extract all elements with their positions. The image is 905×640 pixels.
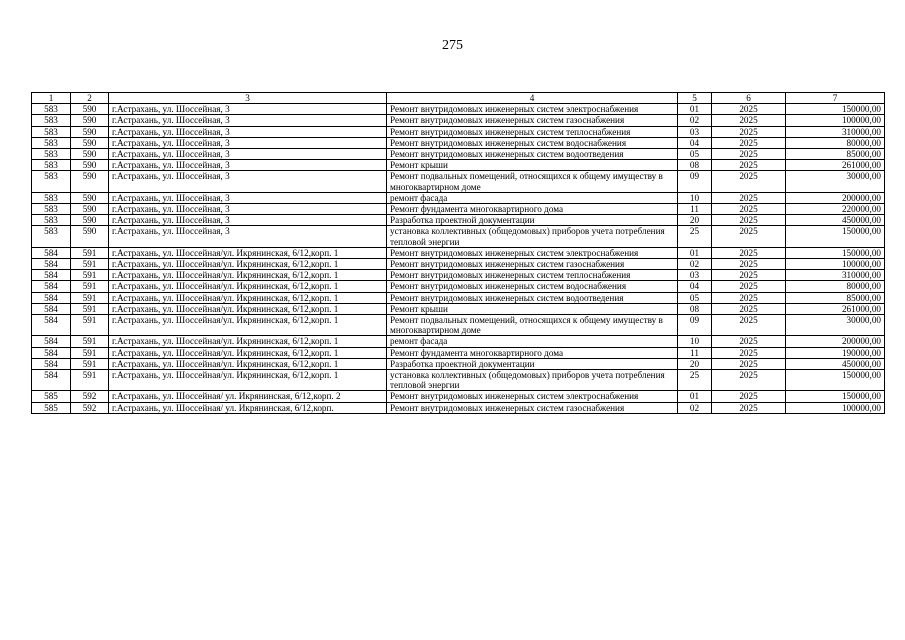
work-type-cell: установка коллективных (общедомовых) приборов учета потребления тепловой энергии xyxy=(387,370,678,391)
year-cell: 2025 xyxy=(712,226,786,247)
year-cell: 2025 xyxy=(712,336,786,347)
row-number-cell: 583 xyxy=(32,226,71,247)
work-type-cell: Ремонт подвальных помещений, относящихся к общему имуществу в многоквартирном доме xyxy=(387,171,678,192)
cost-cell: 261000,00 xyxy=(786,160,885,171)
house-number-cell: 591 xyxy=(71,247,109,258)
column-header: 5 xyxy=(678,93,712,104)
table-row xyxy=(32,347,885,358)
column-header: 6 xyxy=(712,93,786,104)
table-body xyxy=(32,104,885,414)
cost-cell: 200000,00 xyxy=(786,336,885,347)
work-code-cell: 08 xyxy=(678,160,712,171)
address-cell: г.Астрахань, ул. Шоссейная/ул. Икрянинская, 6/12,корп. 1 xyxy=(109,247,387,258)
year-cell: 2025 xyxy=(712,171,786,192)
cost-cell: 85000,00 xyxy=(786,292,885,303)
work-schedule-table xyxy=(31,92,885,414)
row-number-cell: 583 xyxy=(32,137,71,148)
row-number-cell: 583 xyxy=(32,204,71,215)
row-number-cell: 583 xyxy=(32,192,71,203)
work-code-cell: 11 xyxy=(678,347,712,358)
house-number-cell: 590 xyxy=(71,160,109,171)
work-type-cell: Ремонт внутридомовых инженерных систем электроснабжения xyxy=(387,391,678,402)
table-row xyxy=(32,270,885,281)
year-cell: 2025 xyxy=(712,259,786,270)
row-number-cell: 584 xyxy=(32,370,71,391)
table-row xyxy=(32,137,885,148)
address-cell: г.Астрахань, ул. Шоссейная/ул. Икрянинская, 6/12,корп. 1 xyxy=(109,370,387,391)
year-cell: 2025 xyxy=(712,192,786,203)
row-number-cell: 584 xyxy=(32,315,71,336)
row-number-cell: 583 xyxy=(32,160,71,171)
house-number-cell: 590 xyxy=(71,215,109,226)
house-number-cell: 592 xyxy=(71,391,109,402)
year-cell: 2025 xyxy=(712,292,786,303)
work-code-cell: 02 xyxy=(678,115,712,126)
cost-cell: 190000,00 xyxy=(786,347,885,358)
address-cell: г.Астрахань, ул. Шоссейная/ ул. Икрянинская, 6/12,корп. 2 xyxy=(109,391,387,402)
cost-cell: 80000,00 xyxy=(786,281,885,292)
address-cell: г.Астрахань, ул. Шоссейная/ул. Икрянинская, 6/12,корп. 1 xyxy=(109,347,387,358)
cost-cell: 100000,00 xyxy=(786,259,885,270)
cost-cell: 80000,00 xyxy=(786,137,885,148)
year-cell: 2025 xyxy=(712,115,786,126)
table-row xyxy=(32,104,885,115)
cost-cell: 220000,00 xyxy=(786,204,885,215)
work-type-cell: Ремонт внутридомовых инженерных систем водоснабжения xyxy=(387,281,678,292)
house-number-cell: 590 xyxy=(71,115,109,126)
work-type-cell: Ремонт крыши xyxy=(387,160,678,171)
address-cell: г.Астрахань, ул. Шоссейная, 3 xyxy=(109,171,387,192)
address-cell: г.Астрахань, ул. Шоссейная, 3 xyxy=(109,149,387,160)
house-number-cell: 590 xyxy=(71,149,109,160)
table-row xyxy=(32,247,885,258)
table-row xyxy=(32,226,885,247)
address-cell: г.Астрахань, ул. Шоссейная/ ул. Икрянинская, 6/12,корп. xyxy=(109,402,387,413)
work-code-cell: 01 xyxy=(678,247,712,258)
address-cell: г.Астрахань, ул. Шоссейная/ул. Икрянинская, 6/12,корп. 1 xyxy=(109,292,387,303)
work-type-cell: Ремонт внутридомовых инженерных систем водоотведения xyxy=(387,149,678,160)
house-number-cell: 590 xyxy=(71,126,109,137)
cost-cell: 150000,00 xyxy=(786,247,885,258)
work-type-cell: ремонт фасада xyxy=(387,336,678,347)
work-code-cell: 01 xyxy=(678,391,712,402)
address-cell: г.Астрахань, ул. Шоссейная, 3 xyxy=(109,215,387,226)
row-number-cell: 584 xyxy=(32,303,71,314)
work-code-cell: 08 xyxy=(678,303,712,314)
year-cell: 2025 xyxy=(712,270,786,281)
address-cell: г.Астрахань, ул. Шоссейная/ул. Икрянинская, 6/12,корп. 1 xyxy=(109,259,387,270)
work-code-cell: 04 xyxy=(678,137,712,148)
column-number-row xyxy=(32,93,885,104)
house-number-cell: 592 xyxy=(71,402,109,413)
year-cell: 2025 xyxy=(712,370,786,391)
work-code-cell: 01 xyxy=(678,104,712,115)
row-number-cell: 584 xyxy=(32,281,71,292)
table-row xyxy=(32,402,885,413)
table-row xyxy=(32,391,885,402)
work-type-cell: Ремонт внутридомовых инженерных систем электроснабжения xyxy=(387,247,678,258)
address-cell: г.Астрахань, ул. Шоссейная, 3 xyxy=(109,160,387,171)
work-code-cell: 25 xyxy=(678,226,712,247)
house-number-cell: 590 xyxy=(71,226,109,247)
row-number-cell: 583 xyxy=(32,126,71,137)
table-row xyxy=(32,370,885,391)
work-type-cell: Ремонт внутридомовых инженерных систем электроснабжения xyxy=(387,104,678,115)
work-code-cell: 02 xyxy=(678,259,712,270)
table-row xyxy=(32,292,885,303)
table-row xyxy=(32,215,885,226)
cost-cell: 30000,00 xyxy=(786,315,885,336)
cost-cell: 310000,00 xyxy=(786,126,885,137)
work-code-cell: 05 xyxy=(678,149,712,160)
work-code-cell: 04 xyxy=(678,281,712,292)
page-number: 275 xyxy=(442,38,463,53)
work-code-cell: 11 xyxy=(678,204,712,215)
cost-cell: 100000,00 xyxy=(786,402,885,413)
house-number-cell: 591 xyxy=(71,336,109,347)
year-cell: 2025 xyxy=(712,358,786,369)
work-type-cell: Ремонт внутридомовых инженерных систем газоснабжения xyxy=(387,115,678,126)
house-number-cell: 591 xyxy=(71,259,109,270)
table-row xyxy=(32,160,885,171)
house-number-cell: 590 xyxy=(71,171,109,192)
cost-cell: 200000,00 xyxy=(786,192,885,203)
house-number-cell: 591 xyxy=(71,315,109,336)
house-number-cell: 590 xyxy=(71,104,109,115)
house-number-cell: 591 xyxy=(71,358,109,369)
work-type-cell: Ремонт внутридомовых инженерных систем теплоснабжения xyxy=(387,270,678,281)
work-code-cell: 09 xyxy=(678,315,712,336)
cost-cell: 85000,00 xyxy=(786,149,885,160)
house-number-cell: 590 xyxy=(71,204,109,215)
year-cell: 2025 xyxy=(712,149,786,160)
work-type-cell: ремонт фасада xyxy=(387,192,678,203)
work-type-cell: Ремонт внутридомовых инженерных систем водоотведения xyxy=(387,292,678,303)
year-cell: 2025 xyxy=(712,315,786,336)
table-row xyxy=(32,149,885,160)
work-type-cell: Ремонт внутридомовых инженерных систем газоснабжения xyxy=(387,259,678,270)
column-header: 4 xyxy=(387,93,678,104)
row-number-cell: 583 xyxy=(32,215,71,226)
row-number-cell: 584 xyxy=(32,247,71,258)
house-number-cell: 590 xyxy=(71,192,109,203)
row-number-cell: 584 xyxy=(32,358,71,369)
row-number-cell: 584 xyxy=(32,292,71,303)
table-row xyxy=(32,358,885,369)
year-cell: 2025 xyxy=(712,104,786,115)
work-code-cell: 20 xyxy=(678,215,712,226)
table-row xyxy=(32,281,885,292)
year-cell: 2025 xyxy=(712,126,786,137)
work-code-cell: 03 xyxy=(678,126,712,137)
work-code-cell: 10 xyxy=(678,192,712,203)
column-header: 1 xyxy=(32,93,71,104)
address-cell: г.Астрахань, ул. Шоссейная, 3 xyxy=(109,137,387,148)
row-number-cell: 583 xyxy=(32,104,71,115)
cost-cell: 261000,00 xyxy=(786,303,885,314)
year-cell: 2025 xyxy=(712,160,786,171)
table-row xyxy=(32,171,885,192)
work-type-cell: Ремонт внутридомовых инженерных систем водоснабжения xyxy=(387,137,678,148)
cost-cell: 450000,00 xyxy=(786,215,885,226)
address-cell: г.Астрахань, ул. Шоссейная, 3 xyxy=(109,192,387,203)
work-type-cell: Ремонт внутридомовых инженерных систем теплоснабжения xyxy=(387,126,678,137)
year-cell: 2025 xyxy=(712,402,786,413)
work-code-cell: 09 xyxy=(678,171,712,192)
work-type-cell: Ремонт фундамента многоквартирного дома xyxy=(387,204,678,215)
cost-cell: 450000,00 xyxy=(786,358,885,369)
work-type-cell: Ремонт подвальных помещений, относящихся к общему имуществу в многоквартирном доме xyxy=(387,315,678,336)
work-type-cell: установка коллективных (общедомовых) приборов учета потребления тепловой энергии xyxy=(387,226,678,247)
year-cell: 2025 xyxy=(712,347,786,358)
work-code-cell: 05 xyxy=(678,292,712,303)
table-row xyxy=(32,336,885,347)
year-cell: 2025 xyxy=(712,281,786,292)
column-header: 3 xyxy=(109,93,387,104)
table-row xyxy=(32,315,885,336)
cost-cell: 150000,00 xyxy=(786,104,885,115)
address-cell: г.Астрахань, ул. Шоссейная/ул. Икрянинская, 6/12,корп. 1 xyxy=(109,336,387,347)
row-number-cell: 584 xyxy=(32,259,71,270)
table-row xyxy=(32,115,885,126)
row-number-cell: 583 xyxy=(32,149,71,160)
row-number-cell: 583 xyxy=(32,171,71,192)
row-number-cell: 585 xyxy=(32,391,71,402)
address-cell: г.Астрахань, ул. Шоссейная/ул. Икрянинская, 6/12,корп. 1 xyxy=(109,281,387,292)
year-cell: 2025 xyxy=(712,247,786,258)
work-type-cell: Разработка проектной документации xyxy=(387,358,678,369)
cost-cell: 100000,00 xyxy=(786,115,885,126)
table-row xyxy=(32,192,885,203)
table-row xyxy=(32,303,885,314)
address-cell: г.Астрахань, ул. Шоссейная, 3 xyxy=(109,204,387,215)
address-cell: г.Астрахань, ул. Шоссейная, 3 xyxy=(109,104,387,115)
work-code-cell: 25 xyxy=(678,370,712,391)
cost-cell: 150000,00 xyxy=(786,370,885,391)
table-row xyxy=(32,259,885,270)
house-number-cell: 590 xyxy=(71,137,109,148)
house-number-cell: 591 xyxy=(71,347,109,358)
address-cell: г.Астрахань, ул. Шоссейная, 3 xyxy=(109,226,387,247)
cost-cell: 30000,00 xyxy=(786,171,885,192)
address-cell: г.Астрахань, ул. Шоссейная, 3 xyxy=(109,115,387,126)
work-type-cell: Ремонт фундамента многоквартирного дома xyxy=(387,347,678,358)
work-code-cell: 10 xyxy=(678,336,712,347)
year-cell: 2025 xyxy=(712,391,786,402)
row-number-cell: 583 xyxy=(32,115,71,126)
column-header: 2 xyxy=(71,93,109,104)
house-number-cell: 591 xyxy=(71,370,109,391)
year-cell: 2025 xyxy=(712,215,786,226)
year-cell: 2025 xyxy=(712,303,786,314)
table-row xyxy=(32,204,885,215)
address-cell: г.Астрахань, ул. Шоссейная/ул. Икрянинская, 6/12,корп. 1 xyxy=(109,315,387,336)
column-header: 7 xyxy=(786,93,885,104)
work-type-cell: Ремонт внутридомовых инженерных систем газоснабжения xyxy=(387,402,678,413)
house-number-cell: 591 xyxy=(71,303,109,314)
work-type-cell: Разработка проектной документации xyxy=(387,215,678,226)
work-type-cell: Ремонт крыши xyxy=(387,303,678,314)
cost-cell: 310000,00 xyxy=(786,270,885,281)
work-code-cell: 03 xyxy=(678,270,712,281)
work-code-cell: 20 xyxy=(678,358,712,369)
address-cell: г.Астрахань, ул. Шоссейная/ул. Икрянинская, 6/12,корп. 1 xyxy=(109,358,387,369)
year-cell: 2025 xyxy=(712,204,786,215)
address-cell: г.Астрахань, ул. Шоссейная, 3 xyxy=(109,126,387,137)
row-number-cell: 584 xyxy=(32,347,71,358)
cost-cell: 150000,00 xyxy=(786,391,885,402)
work-code-cell: 02 xyxy=(678,402,712,413)
row-number-cell: 585 xyxy=(32,402,71,413)
row-number-cell: 584 xyxy=(32,270,71,281)
house-number-cell: 591 xyxy=(71,292,109,303)
house-number-cell: 591 xyxy=(71,270,109,281)
address-cell: г.Астрахань, ул. Шоссейная/ул. Икрянинская, 6/12,корп. 1 xyxy=(109,303,387,314)
row-number-cell: 584 xyxy=(32,336,71,347)
cost-cell: 150000,00 xyxy=(786,226,885,247)
table-row xyxy=(32,126,885,137)
address-cell: г.Астрахань, ул. Шоссейная/ул. Икрянинская, 6/12,корп. 1 xyxy=(109,270,387,281)
year-cell: 2025 xyxy=(712,137,786,148)
house-number-cell: 591 xyxy=(71,281,109,292)
